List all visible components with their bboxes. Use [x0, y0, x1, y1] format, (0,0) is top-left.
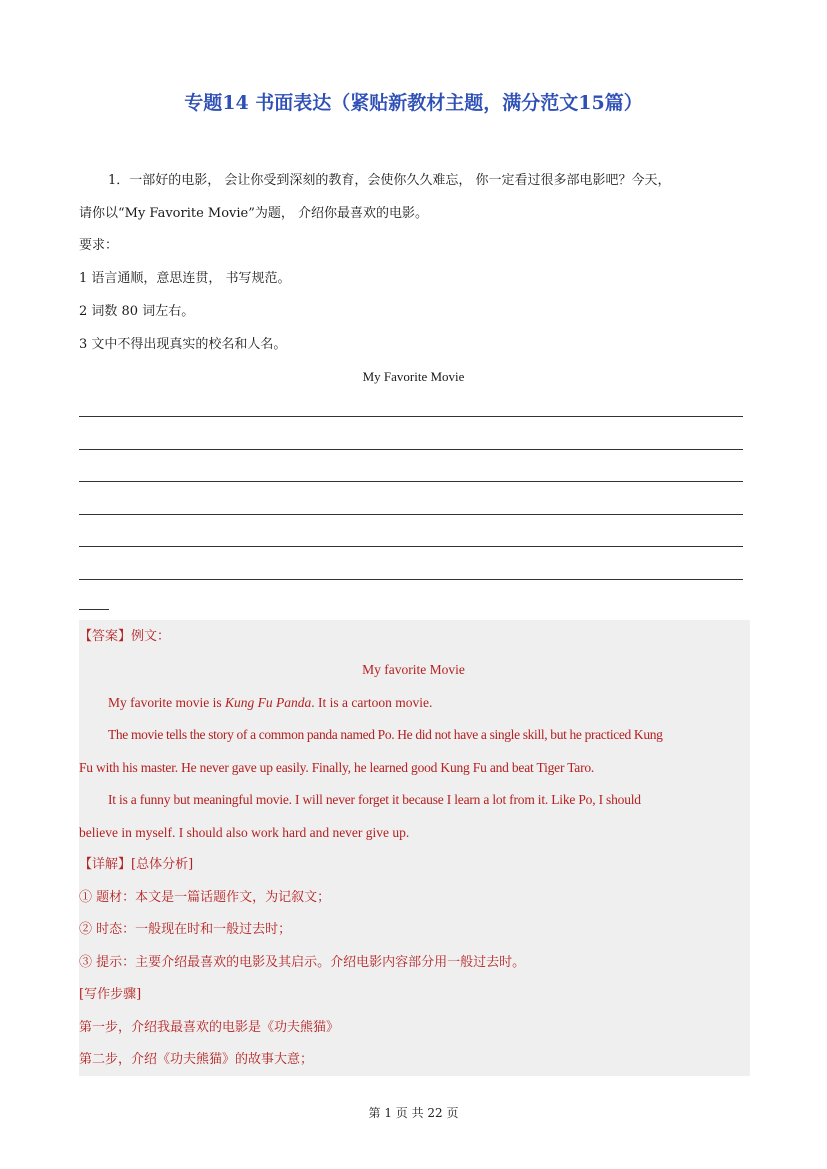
analysis-point: ③ 提示：主要介绍最喜欢的电影及其启示。介绍电影内容部分用一般过去时。 — [79, 955, 526, 970]
writing-line — [79, 481, 743, 482]
essay-paragraph-1: My favorite movie is Kung Fu Panda. It is a cartoon movie. — [108, 695, 433, 710]
requirement-item: 3 文中不得出现真实的校名和人名。 — [79, 337, 287, 352]
step-item: 第一步，介绍我最喜欢的电影是《功夫熊猫》 — [79, 1020, 340, 1035]
step-item: 第二步，介绍《功夫熊猫》的故事大意； — [79, 1052, 314, 1067]
steps-label: [写作步骤] — [79, 987, 142, 1002]
requirements-label: 要求： — [79, 238, 119, 253]
writing-line — [79, 546, 743, 547]
writing-line — [79, 449, 743, 450]
essay-title: My favorite Movie — [362, 662, 465, 677]
essay-paragraph-3-line-2: believe in myself. I should also work hard and never give up. — [79, 825, 410, 840]
question-line-2: 请你以“My Favorite Movie”为题， 介绍你最喜欢的电影。 — [79, 206, 429, 221]
answer-label: 【答案】例文： — [79, 629, 171, 644]
writing-line — [79, 514, 743, 515]
writing-line — [79, 579, 743, 580]
question-line-1: 1．一部好的电影， 会让你受到深刻的教育，会使你久久难忘， 你一定看过很多部电影吧？今天， — [108, 173, 671, 188]
writing-line — [79, 416, 743, 417]
writing-line-short — [79, 609, 109, 610]
requirement-item: 2 词数 80 词左右。 — [79, 304, 195, 319]
writing-title: My Favorite Movie — [362, 369, 465, 384]
essay-paragraph-2-line-2: Fu with his master. He never gave up easily. Finally, he learned good Kung Fu and beat Tiger Taro. — [79, 760, 595, 775]
page-footer: 第 1 页 共 22 页 — [368, 1106, 459, 1120]
page-title: 专题14 书面表达（紧贴新教材主题，满分范文15篇） — [184, 92, 643, 114]
movie-name: Kung Fu Panda — [224, 695, 312, 710]
essay-paragraph-3-line-1: It is a funny but meaningful movie. I will never forget it because I learn a lot from it. Like Po, I should — [108, 792, 641, 807]
analysis-point: ① 题材：本文是一篇话题作文，为记叙文； — [79, 890, 331, 905]
analysis-label: 【详解】[总体分析] — [79, 857, 194, 872]
answer-section — [79, 620, 750, 1076]
essay-paragraph-2-line-1: The movie tells the story of a common panda named Po. He did not have a single skill, but he practiced Kung — [108, 727, 663, 742]
requirement-item: 1 语言通顺，意思连贯， 书写规范。 — [79, 271, 291, 286]
analysis-point: ② 时态：一般现在时和一般过去时； — [79, 922, 292, 937]
